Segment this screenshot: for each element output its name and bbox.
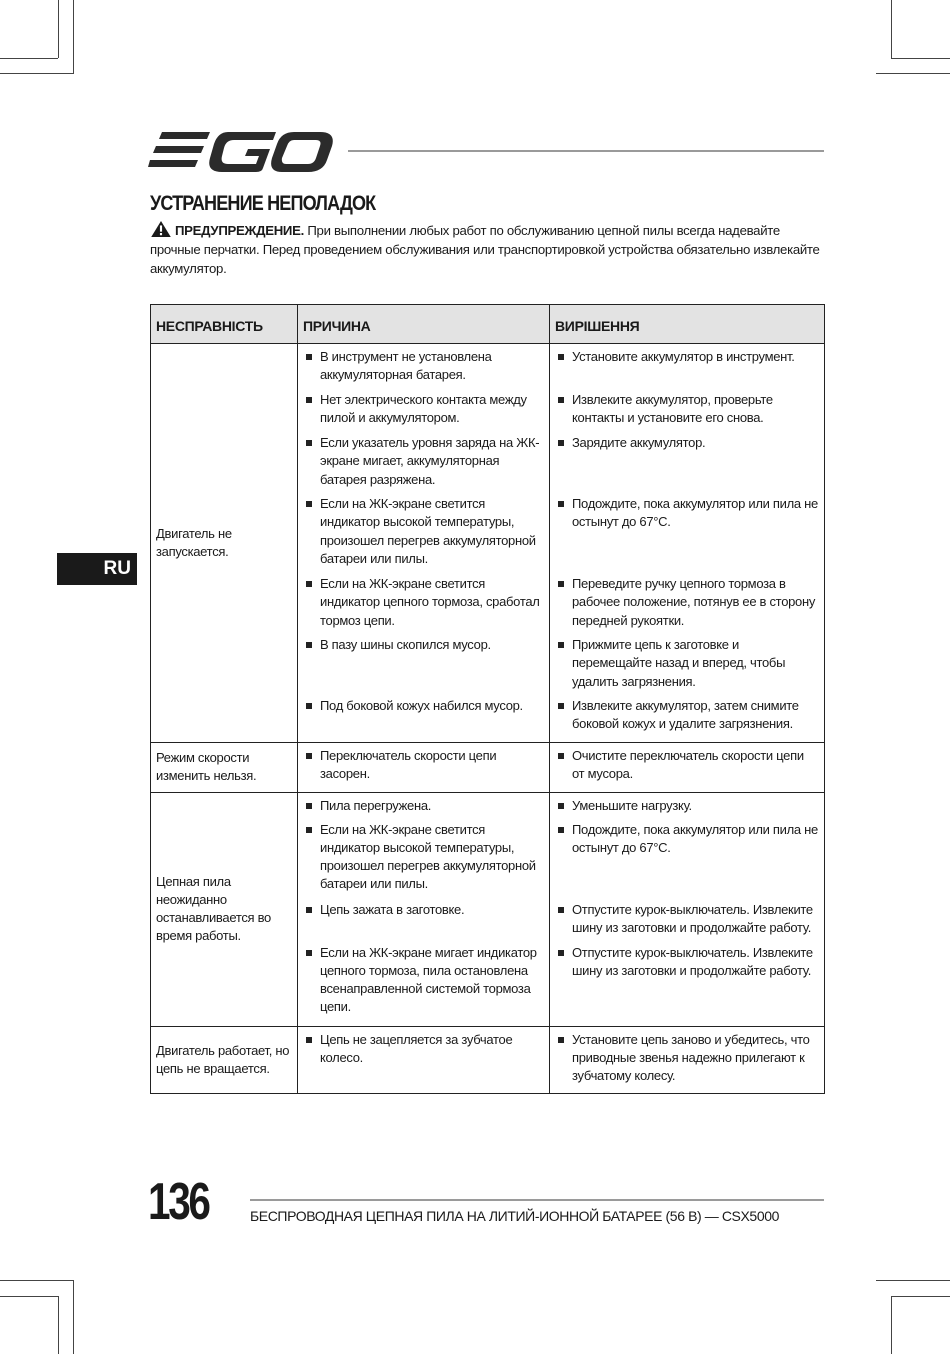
- cause-item: Пила перегружена.: [305, 797, 543, 815]
- crop-mark: [73, 0, 74, 74]
- table-row: [151, 344, 825, 743]
- solution-item: Подождите, пока аккумулятор или пила не остынут до 67°C.: [557, 495, 818, 569]
- crop-mark: [0, 58, 58, 59]
- ego-logo: [148, 126, 333, 174]
- crop-mark: [891, 1296, 950, 1297]
- warning-triangle-icon: [150, 221, 172, 237]
- cause-item: Переключатель скорости цепи засорен.: [305, 747, 543, 784]
- crop-mark: [891, 0, 892, 58]
- problem-cell: Двигатель не запускается.: [151, 344, 298, 743]
- cause-item: Цепь зажата в заготовке.: [305, 901, 543, 938]
- crop-mark: [58, 1296, 59, 1354]
- cause-item: Если на ЖК-экране светится индикатор высокой температуры, произошел перегрев аккумуляторной батареи или пилы.: [305, 821, 543, 895]
- table-row: [151, 743, 825, 793]
- solution-item: Отпустите курок-выключатель. Извлеките шину из заготовки и продолжайте работу.: [557, 901, 818, 938]
- crop-mark: [58, 0, 59, 58]
- warning-label: ПРЕДУПРЕЖДЕНИЕ.: [175, 223, 304, 238]
- solution-item: Отпустите курок-выключатель. Извлеките шину из заготовки и продолжайте работу.: [557, 944, 818, 1018]
- solution-item: Извлеките аккумулятор, проверьте контакты и установите его снова.: [557, 391, 818, 428]
- crop-mark: [891, 58, 950, 59]
- problem-cell: Двигатель работает, но цепь не вращается.: [151, 1026, 298, 1094]
- crop-mark: [73, 1280, 74, 1354]
- solution-item: Извлеките аккумулятор, затем снимите боковой кожух и удалите загрязнения.: [557, 697, 818, 734]
- solution-cell: [550, 743, 825, 793]
- cause-item: Если на ЖК-экране мигает индикатор цепного тормоза, пила остановлена всенаправленной системой тормоза цепи.: [305, 944, 543, 1018]
- cause-item: Цепь не зацепляется за зубчатое колесо.: [305, 1031, 543, 1068]
- solution-item: Переведите ручку цепного тормоза в рабочее положение, потянув ее в сторону передней рукоятки.: [557, 575, 818, 630]
- solution-item: Подождите, пока аккумулятор или пила не остынут до 67°C.: [557, 821, 818, 895]
- troubleshooting-table: [150, 304, 825, 1094]
- crop-mark: [891, 1296, 892, 1354]
- problem-cell: Цепная пила неожиданно останавливается во время работы.: [151, 792, 298, 1026]
- solution-item: Установите цепь заново и убедитесь, что приводные звенья надежно прилегают к зубчатому колесу.: [557, 1031, 818, 1086]
- solution-cell: [550, 1026, 825, 1094]
- solution-item: Прижмите цепь к заготовке и перемещайте назад и вперед, чтобы удалить загрязнения.: [557, 636, 818, 691]
- solution-item: Уменьшите нагрузку.: [557, 797, 818, 815]
- cause-item: В инструмент не установлена аккумуляторная батарея.: [305, 348, 543, 385]
- cause-item: Под боковой кожух набился мусор.: [305, 697, 543, 734]
- cause-cell: [298, 743, 550, 793]
- crop-mark: [0, 1280, 74, 1281]
- cause-cell: [298, 344, 550, 743]
- table-row: [151, 1026, 825, 1094]
- solution-cell: [550, 344, 825, 743]
- footer-title: БЕСПРОВОДНАЯ ЦЕПНАЯ ПИЛА НА ЛИТИЙ-ИОННОЙ БАТАРЕЕ (56 В) — CSX5000: [250, 1208, 779, 1224]
- solution-item: Зарядите аккумулятор.: [557, 434, 818, 489]
- problem-cell: Режим скорости изменить нельзя.: [151, 743, 298, 793]
- warning-text: При выполнении любых работ по обслуживанию цепной пилы всегда надевайте прочные перчатки. Перед проведением обслуживания или транспортировкой устройства обязательно извлекайте аккумулятор.: [150, 223, 820, 276]
- crop-mark: [876, 73, 950, 74]
- warning-paragraph: [150, 221, 830, 278]
- cause-cell: [298, 792, 550, 1026]
- header-cause: ПРИЧИНА: [298, 305, 550, 344]
- cause-item: Если на ЖК-экране светится индикатор цепного тормоза, сработал тормоз цепи.: [305, 575, 543, 630]
- header-problem: НЕСПРАВНІСТЬ: [151, 305, 298, 344]
- header-solution: ВИРІШЕННЯ: [550, 305, 825, 344]
- crop-mark: [0, 1296, 58, 1297]
- page-number: 136: [148, 1173, 209, 1231]
- solution-item: Установите аккумулятор в инструмент.: [557, 348, 818, 385]
- table-header-row: [151, 305, 825, 344]
- cause-item: Если на ЖК-экране светится индикатор высокой температуры, произошел перегрев аккумуляторной батареи или пилы.: [305, 495, 543, 569]
- page-title: УСТРАНЕНИЕ НЕПОЛАДОК: [150, 192, 376, 215]
- language-tab: RU: [57, 553, 137, 585]
- cause-item: В пазу шины скопился мусор.: [305, 636, 543, 691]
- table-row: [151, 792, 825, 1026]
- footer-rule: [250, 1199, 824, 1201]
- solution-cell: [550, 792, 825, 1026]
- header-rule: [348, 150, 824, 152]
- solution-item: Очистите переключатель скорости цепи от мусора.: [557, 747, 818, 784]
- crop-mark: [876, 1280, 950, 1281]
- cause-item: Если указатель уровня заряда на ЖК-экране мигает, аккумуляторная батарея разряжена.: [305, 434, 543, 489]
- crop-mark: [0, 73, 74, 74]
- cause-cell: [298, 1026, 550, 1094]
- cause-item: Нет электрического контакта между пилой и аккумулятором.: [305, 391, 543, 428]
